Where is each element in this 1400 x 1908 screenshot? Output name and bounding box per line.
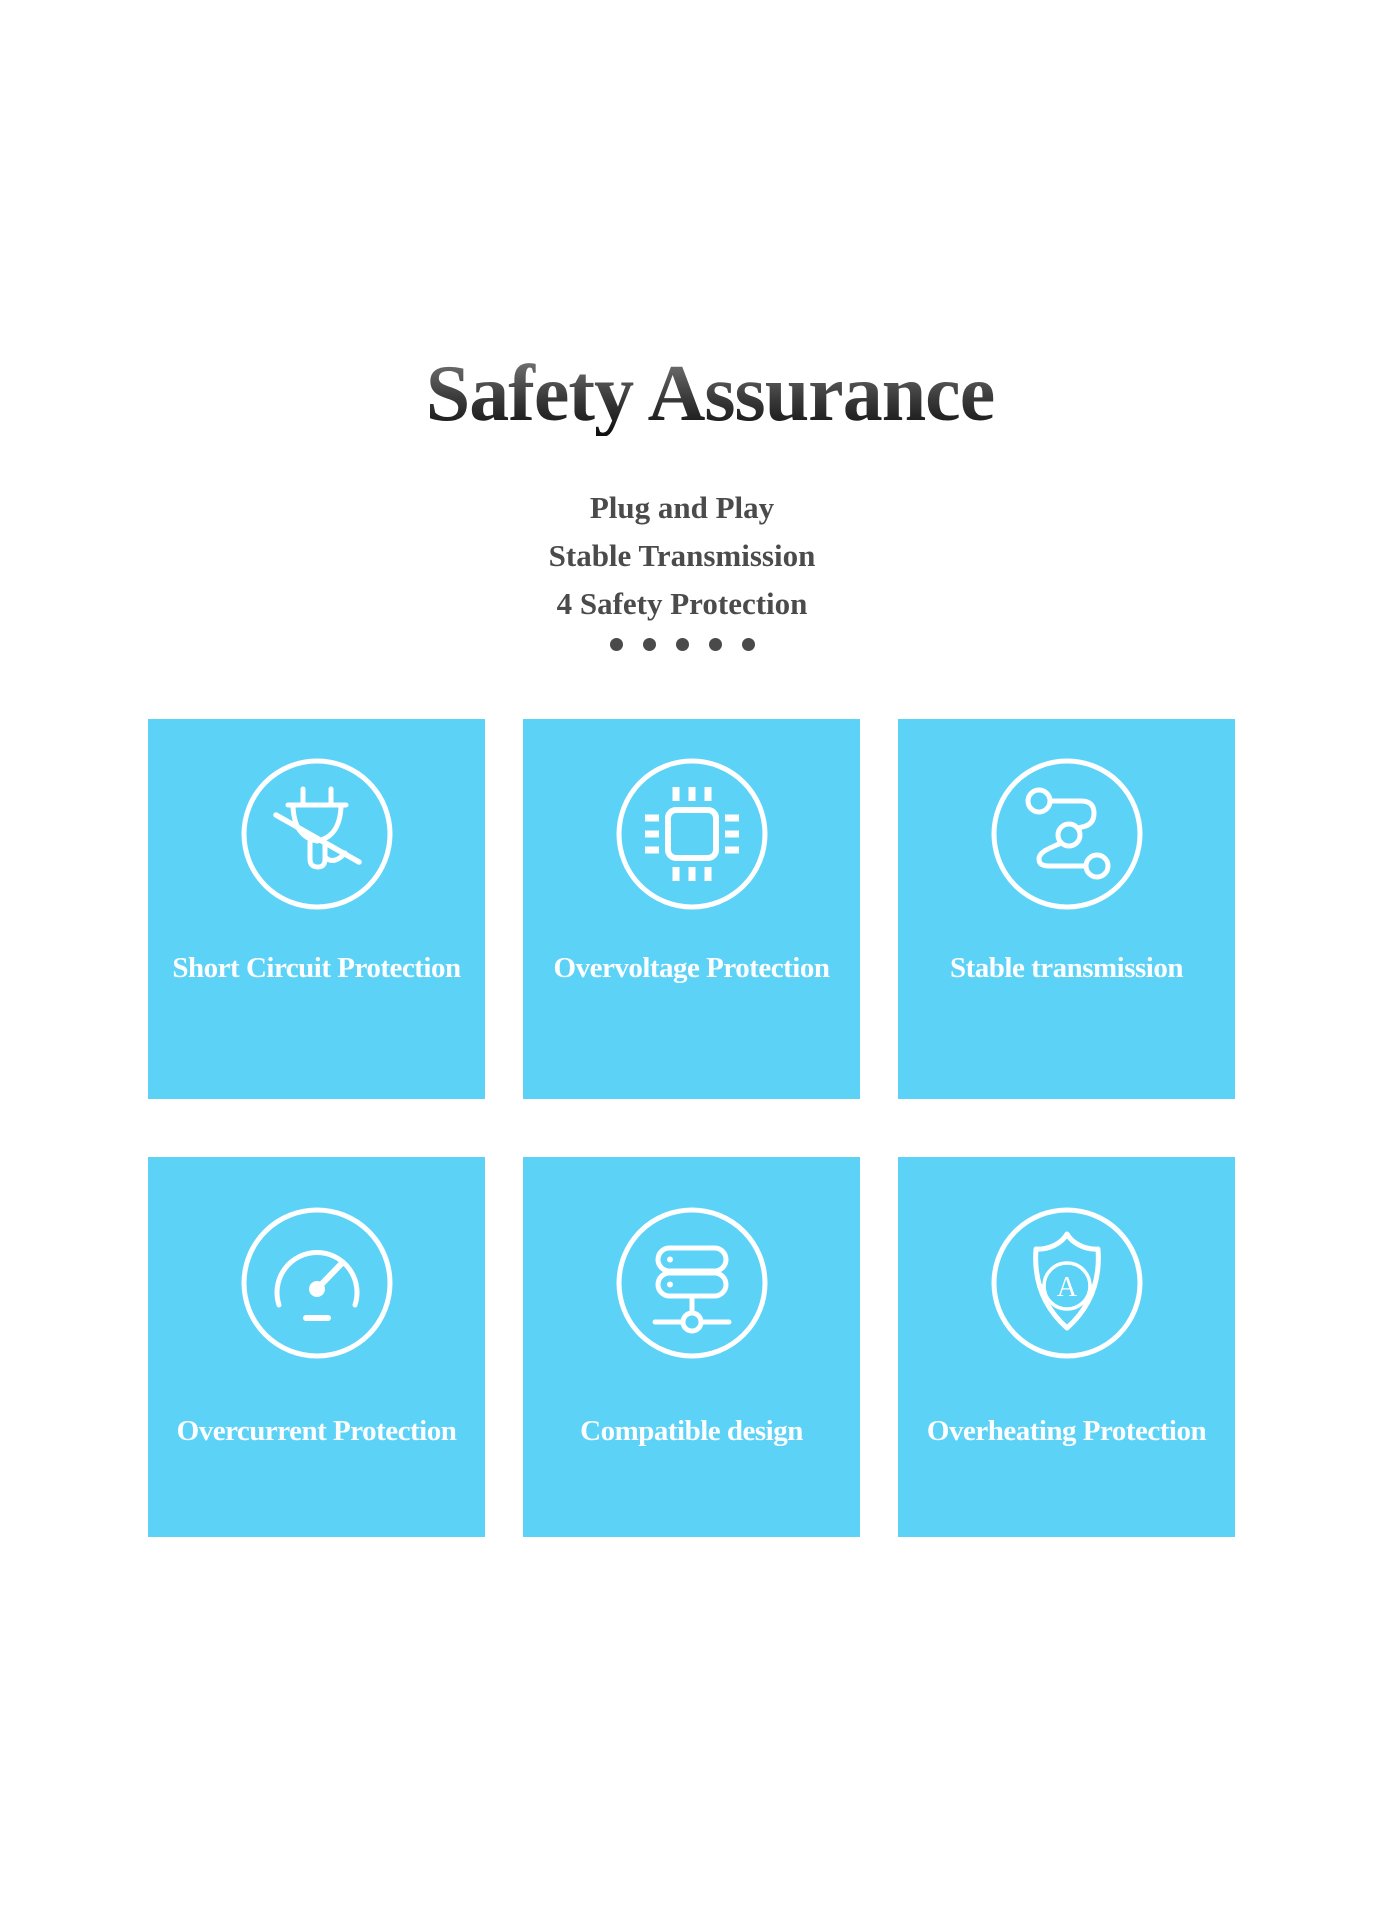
short-circuit-plug-icon bbox=[239, 756, 395, 912]
card-stable-transmission bbox=[898, 719, 1235, 1099]
card-label: Overheating Protection bbox=[926, 1415, 1207, 1447]
card-overcurrent-protection bbox=[148, 1157, 485, 1537]
subtitle-line-2: Stable Transmission bbox=[548, 538, 816, 573]
cards-grid bbox=[148, 719, 1235, 1537]
chip-icon bbox=[614, 756, 770, 912]
route-icon bbox=[989, 756, 1145, 912]
card-label: Overvoltage Protection bbox=[553, 952, 830, 984]
dot bbox=[742, 638, 755, 651]
svg-text:A: A bbox=[1056, 1272, 1077, 1303]
shield-ampere-icon bbox=[989, 1205, 1145, 1361]
subtitle-line-1: Plug and Play bbox=[589, 490, 775, 525]
dot bbox=[676, 638, 689, 651]
dot bbox=[643, 638, 656, 651]
card-compatible-design bbox=[523, 1157, 860, 1537]
card-overvoltage-protection bbox=[523, 719, 860, 1099]
card-overheating-protection bbox=[898, 1157, 1235, 1537]
gauge-icon bbox=[239, 1205, 395, 1361]
card-label: Short Circuit Protection bbox=[172, 952, 461, 984]
dots-row bbox=[0, 638, 1382, 651]
subtitle-line-3: 4 Safety Protection bbox=[556, 586, 808, 621]
dot bbox=[709, 638, 722, 651]
card-short-circuit-protection bbox=[148, 719, 485, 1099]
dot bbox=[610, 638, 623, 651]
subtitle-block bbox=[0, 484, 1382, 628]
server-stack-icon bbox=[614, 1205, 770, 1361]
card-label: Overcurrent Protection bbox=[176, 1415, 457, 1447]
page-title: Safety Assurance bbox=[10, 352, 1400, 436]
card-label: Compatible design bbox=[580, 1415, 803, 1447]
card-label: Stable transmission bbox=[949, 952, 1183, 984]
